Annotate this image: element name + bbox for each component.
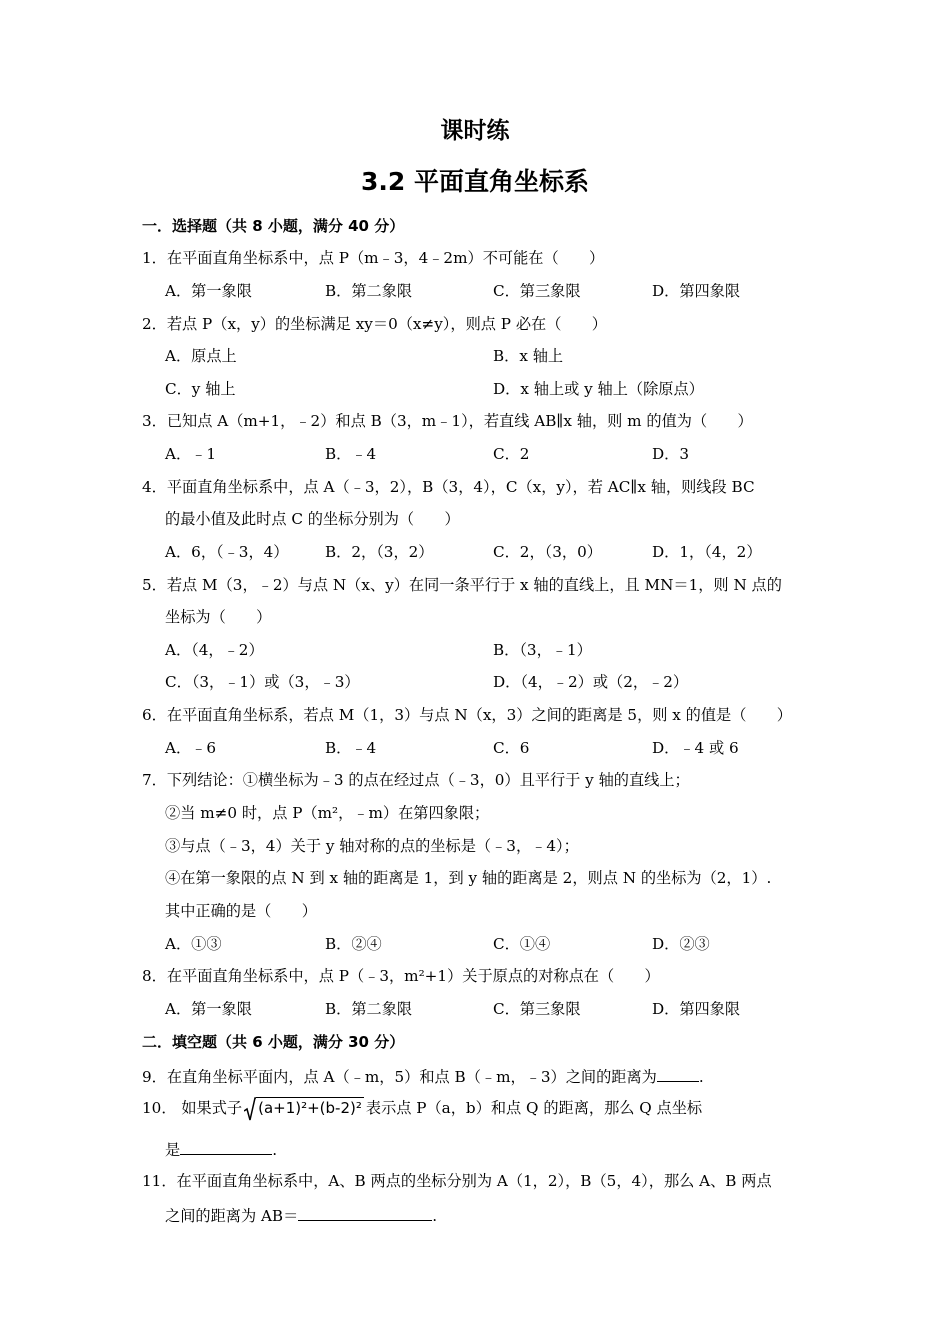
q5-option-a: A．（4，﹣2） xyxy=(165,641,264,659)
q3-option-a: A．﹣1 xyxy=(165,445,217,463)
q3-option-d: D．3 xyxy=(652,445,690,463)
q4-option-a: A．6，（﹣3，4） xyxy=(165,543,289,561)
q3-option-c: C．2 xyxy=(493,445,530,463)
q4-option-c: C．2，（3，0） xyxy=(493,543,602,561)
q4-option-b: B．2，（3，2） xyxy=(325,543,434,561)
question-10-l2: 是 xyxy=(165,1141,181,1159)
question-4-stem: 4．平面直角坐标系中，点 A（﹣3，2），B（3，4），C（x，y），若 AC∥x 轴，则线段 BC xyxy=(142,478,755,496)
question-11-l2: 之间的距离为 AB＝ xyxy=(165,1207,299,1225)
page-title: 课时练 xyxy=(440,118,510,144)
q8-option-d: D．第四象限 xyxy=(652,1000,741,1018)
question-7-stem: 7．下列结论：①横坐标为﹣3 的点在经过点（﹣3，0）且平行于 y 轴的直线上； xyxy=(142,771,690,789)
question-5-stem: 5．若点 M（3，﹣2）与点 N（x、y）在同一条平行于 x 轴的直线上，且 MN＝1，则 N 点的 xyxy=(142,576,782,594)
q2-option-d: D．x 轴上或 y 轴上（除原点） xyxy=(493,380,704,398)
section-heading-choice: 一．选择题（共 8 小题，满分 40 分） xyxy=(142,217,405,235)
answer-blank-10[interactable] xyxy=(180,1138,272,1155)
q5-option-c: C．（3，﹣1）或（3，﹣3） xyxy=(165,673,360,691)
question-6-stem: 6．在平面直角坐标系，若点 M（1，3）与点 N（x，3）之间的距离是 5，则 x 的值是（ ） xyxy=(142,706,792,724)
question-7-statement-3: ③与点（﹣3，4）关于 y 轴对称的点的坐标是（﹣3，﹣4）； xyxy=(165,837,579,855)
q8-option-b: B．第二象限 xyxy=(325,1000,413,1018)
q8-option-a: A．第一象限 xyxy=(165,1000,252,1018)
question-5-stem-cont: 坐标为（ ） xyxy=(165,608,272,626)
question-10-end: . xyxy=(272,1141,278,1159)
q1-option-d: D．第四象限 xyxy=(652,282,741,300)
question-11-line-2 xyxy=(165,1204,437,1226)
radicand: (a+1)²+(b-2)² xyxy=(256,1097,364,1121)
q1-option-b: B．第二象限 xyxy=(325,282,413,300)
question-10-post: 表示点 P（a，b）和点 Q 的距离，那么 Q 点坐标 xyxy=(365,1099,703,1117)
q6-option-a: A．﹣6 xyxy=(165,739,217,757)
page-subtitle: 3.2 平面直角坐标系 xyxy=(361,167,589,196)
question-3-stem: 3．已知点 A（m+1，﹣2）和点 B（3，m﹣1），若直线 AB∥x 轴，则 m 的值为（ ） xyxy=(142,412,753,430)
q1-option-a: A．第一象限 xyxy=(165,282,252,300)
question-10-line-2 xyxy=(165,1138,277,1160)
question-1-stem: 1．在平面直角坐标系中，点 P（m﹣3，4﹣2m）不可能在（ ） xyxy=(142,249,605,267)
question-2-stem: 2．若点 P（x，y）的坐标满足 xy＝0（x≠y），则点 P 必在（ ） xyxy=(142,315,607,333)
question-9-stem: 9．在直角坐标平面内，点 A（﹣m，5）和点 B（﹣m，﹣3）之间的距离为 xyxy=(142,1068,657,1086)
section-heading-fill: 二．填空题（共 6 小题，满分 30 分） xyxy=(142,1033,405,1051)
radical-expression xyxy=(244,1097,364,1121)
q2-option-b: B．x 轴上 xyxy=(493,347,564,365)
question-9-end: . xyxy=(698,1068,704,1086)
q5-option-d: D．（4，﹣2）或（2，﹣2） xyxy=(493,673,689,691)
q5-option-b: B．（3，﹣1） xyxy=(493,641,592,659)
radical-sign-icon xyxy=(244,1097,256,1121)
question-9 xyxy=(142,1065,704,1087)
question-10 xyxy=(142,1097,702,1121)
q2-option-c: C．y 轴上 xyxy=(165,380,236,398)
q7-option-d: D．②③ xyxy=(652,935,710,953)
question-4-stem-cont: 的最小值及此时点 C 的坐标分别为（ ） xyxy=(165,510,460,528)
answer-blank-11[interactable] xyxy=(298,1204,432,1221)
question-11-end: . xyxy=(432,1207,438,1225)
q7-option-a: A．①③ xyxy=(165,935,222,953)
question-11-stem: 11．在平面直角坐标系中，A、B 两点的坐标分别为 A（1，2），B（5，4），那么 A、B 两点 xyxy=(142,1172,772,1190)
question-10-pre: 10． 如果式子 xyxy=(142,1099,243,1117)
q6-option-d: D．﹣4 或 6 xyxy=(652,739,739,757)
q4-option-d: D．1，（4，2） xyxy=(652,543,762,561)
question-8-stem: 8．在平面直角坐标系中，点 P（﹣3，m²+1）关于原点的对称点在（ ） xyxy=(142,967,660,985)
q2-option-a: A．原点上 xyxy=(165,347,237,365)
question-7-prompt: 其中正确的是（ ） xyxy=(165,902,317,920)
question-7-statement-2: ②当 m≠0 时，点 P（m²，﹣m）在第四象限； xyxy=(165,804,490,822)
q7-option-b: B．②④ xyxy=(325,935,382,953)
q6-option-b: B．﹣4 xyxy=(325,739,377,757)
answer-blank-9[interactable] xyxy=(657,1065,699,1082)
q1-option-c: C．第三象限 xyxy=(493,282,581,300)
q3-option-b: B．﹣4 xyxy=(325,445,377,463)
q7-option-c: C．①④ xyxy=(493,935,551,953)
question-7-statement-4: ④在第一象限的点 N 到 x 轴的距离是 1，到 y 轴的距离是 2，则点 N 的坐标为（2，1）. xyxy=(165,869,772,887)
q8-option-c: C．第三象限 xyxy=(493,1000,581,1018)
q6-option-c: C．6 xyxy=(493,739,530,757)
